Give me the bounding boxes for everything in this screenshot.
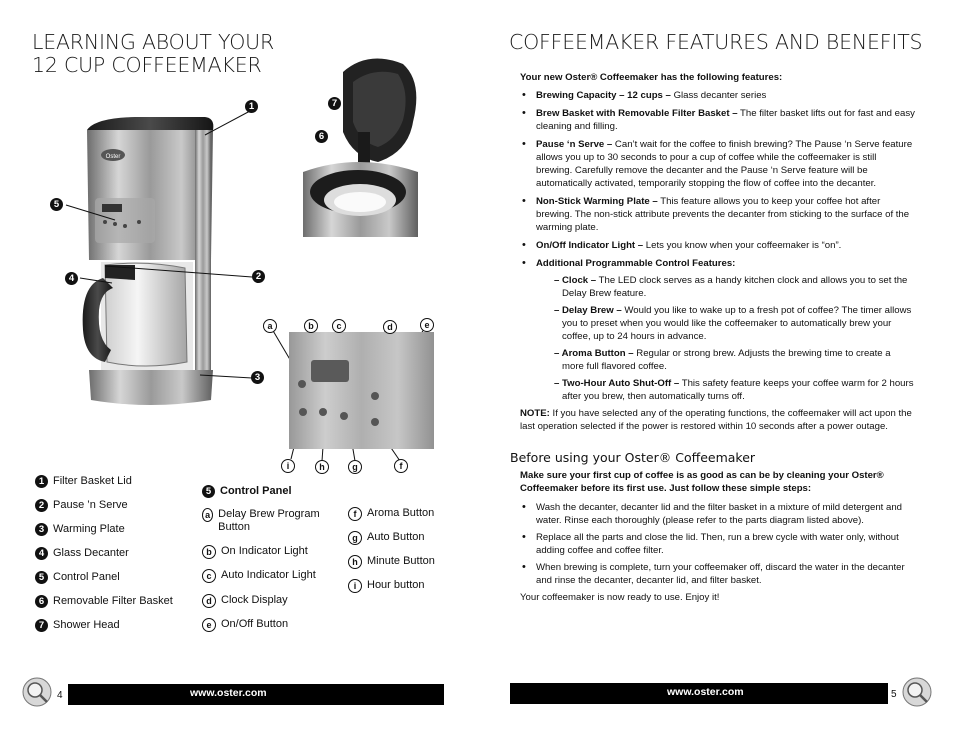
control-legend-item: d Clock Display [202,594,288,608]
callout-3: 3 [251,371,264,384]
subfeature-item: – Two-Hour Auto Shut-Off – This safety feature keeps your coffee warm for 2 hours after you brew, then automatically turns off. [554,378,914,402]
step-item: • When brewing is complete, turn your coffeemaker off, discard the water in the decanter and rinse the decanter, decanter lid, and filter basket. [520,561,920,587]
callout-i: i [281,459,295,473]
callout-1: 1 [245,100,258,113]
feature-item: • Additional Programmable Control Features: [520,257,915,270]
control-legend-item: h Minute Button [348,555,435,569]
legend-item: 1 Filter Basket Lid [35,475,132,488]
control-legend-item: e On/Off Button [202,618,288,632]
before-using-intro: Make sure your first cup of coffee is as good as can be by cleaning your Oster® Coffeemaker before its first use. Just follow these simple steps: [520,470,884,494]
before-using-heading: Before using your Oster® Coffeemaker [510,450,756,465]
feature-item: • Brew Basket with Removable Filter Basket – The filter basket lifts out for fast and easy cleaning and filling. [520,107,915,133]
callout-f: f [394,459,408,473]
callout-6: 6 [315,130,328,143]
feature-item: • Pause ‘n Serve – Can’t wait for the coffee to finish brewing? The Pause ‘n Serve feature allows you up to 30 seconds to pour a cup of coffee while the coffeemaker is still brewing. Carefully remove the decanter and the Pause ‘n Serve feature will be automatically activated, temporarily stopping the flow of coffee into the decanter. [520,138,915,190]
callout-7: 7 [328,97,341,110]
callout-a: a [263,319,277,333]
page-number-left: 4 [57,690,63,701]
control-legend-item: i Hour button [348,579,424,593]
callout-4: 4 [65,272,78,285]
footer-bar-right [510,683,888,704]
control-legend-item: g Auto Button [348,531,425,545]
legend-item: 6 Removable Filter Basket [35,595,173,608]
callout-c: c [332,319,346,333]
callout-5: 5 [50,198,63,211]
legend-item: 5 Control Panel [35,571,120,584]
callout-h: h [315,460,329,474]
subfeature-item: – Clock – The LED clock serves as a handy kitchen clock and allows you to set the Delay Brew feature. [554,275,908,299]
callout-b: b [304,319,318,333]
legend-item: 4 Glass Decanter [35,547,129,560]
features-intro: Your new Oster® Coffeemaker has the following features: [520,72,783,83]
feature-item: • On/Off Indicator Light – Lets you know when your coffeemaker is “on”. [520,239,915,252]
callout-g: g [348,460,362,474]
feature-item: • Non-Stick Warming Plate – This feature allows you to keep your coffee hot after brewing. The non-stick attribute prevents the decanter from sticking to the surface of the warming plate. [520,195,915,234]
step-item: • Wash the decanter, decanter lid and the filter basket in a mixture of mild detergent and water. Rinse each thoroughly (please refer to the parts diagram listed above). [520,501,920,527]
features-list [520,89,915,270]
open-lid-illustration [298,52,423,237]
brand-logo: Oster [105,154,121,160]
left-page-title: LEARNING ABOUT YOUR 12 CUP COFFEEMAKER [32,30,275,77]
legend-item: 3 Warming Plate [35,523,125,536]
step-item: • Replace all the parts and close the lid. Then, run a brew cycle with water only, without adding coffee and coffee filter. [520,531,920,557]
subfeature-item: – Delay Brew – Would you like to wake up to a fresh pot of coffee? The timer allows you to preset when you would like the coffeemaker to automatically brew your coffee, up to 24 hours in advance. [554,305,912,342]
control-panel-closeup [289,332,434,449]
legend-item: 2 Pause ’n Serve [35,499,128,512]
right-page-title: COFFEEMAKER FEATURES AND BENEFITS [509,30,923,54]
page-number-right: 5 [891,689,897,700]
closing-line: Your coffeemaker is now ready to use. Enjoy it! [520,592,720,603]
control-legend-item: b On Indicator Light [202,545,308,559]
steps-list [520,501,920,587]
control-legend-item: f Aroma Button [348,507,434,521]
subfeature-item: – Aroma Button – Regular or strong brew. Adjusts the brewing time to create a more full flavored coffee. [554,348,891,372]
footer-url-right[interactable]: www.oster.com [667,686,744,698]
footer-bar-left [68,684,444,705]
magnifier-logo-icon [902,677,932,707]
footer-url-left[interactable]: www.oster.com [190,687,267,699]
control-panel-heading: 5 Control Panel [202,485,292,498]
feature-item: • Brewing Capacity – 12 cups – Glass decanter series [520,89,915,102]
callout-d: d [383,320,397,334]
features-section [520,71,915,433]
callout-2: 2 [252,270,265,283]
legend-item: 7 Shower Head [35,619,120,632]
magnifier-logo-icon [22,677,52,707]
control-legend-item: a Delay Brew Program Button [202,508,322,534]
note-paragraph: NOTE: If you have selected any of the operating functions, the coffeemaker will act upon the last operation selected if the power is restored within 10 seconds after a power outage. [520,408,912,432]
control-legend-item: c Auto Indicator Light [202,569,316,583]
callout-e: e [420,318,434,332]
before-using-section [520,469,920,604]
